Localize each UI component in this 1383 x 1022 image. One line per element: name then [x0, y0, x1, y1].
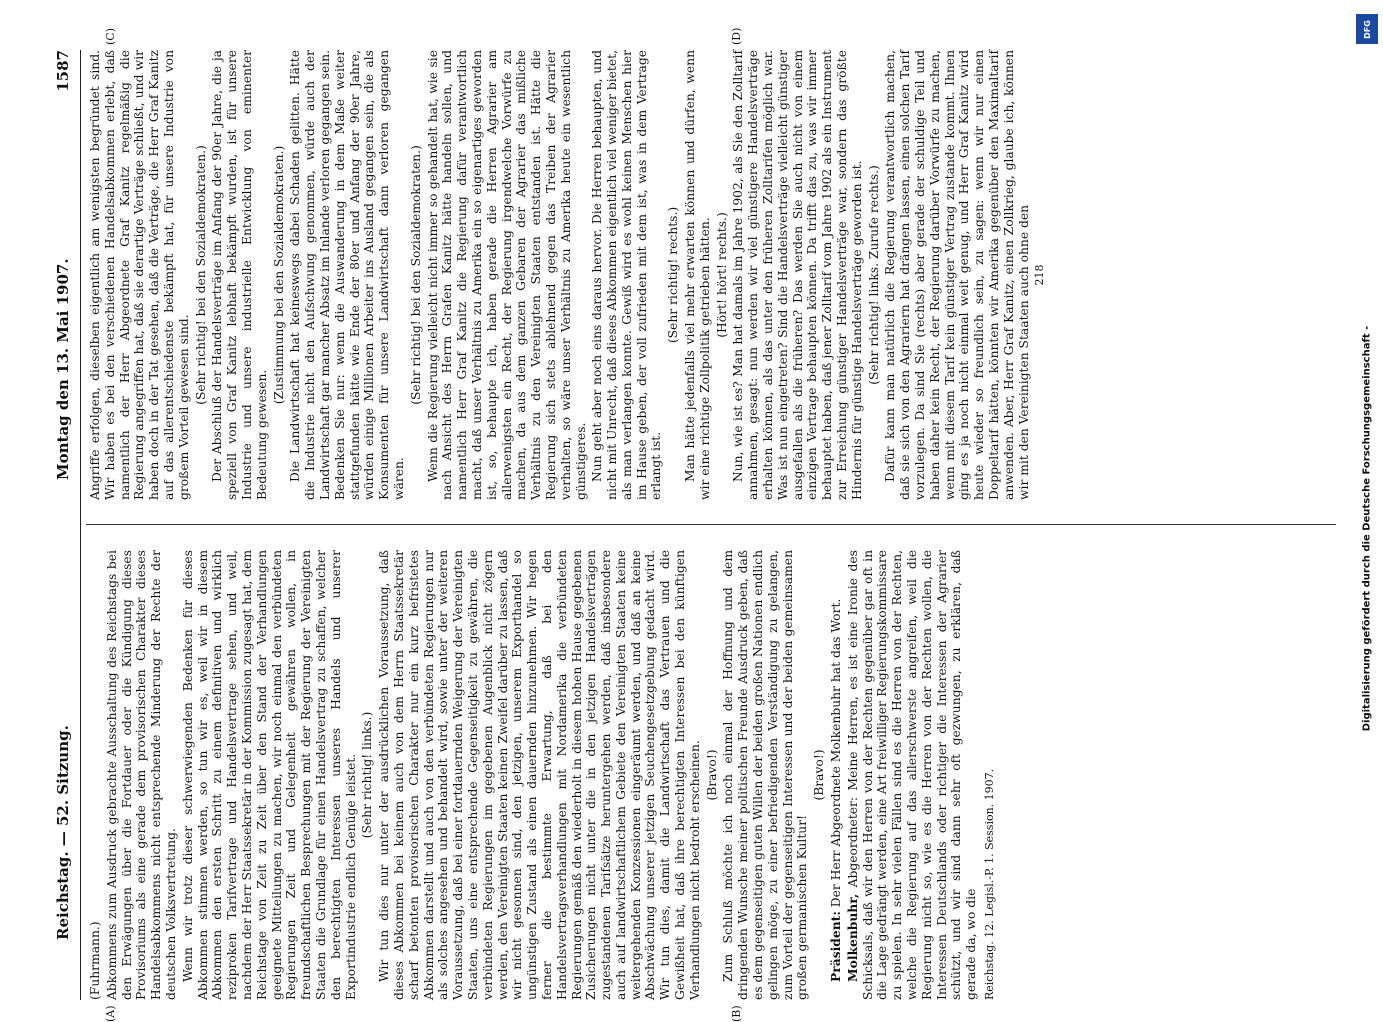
margin-marker-c: (C): [104, 28, 117, 45]
margin-marker-b: (B): [730, 1005, 743, 1022]
right-paragraph-6: Man hätte jedenfalls viel mehr erwarten können und dürfen, wenn wir eine richtige Zollpolitik getrieben hätten.: [683, 50, 712, 500]
digitization-sidebar: [1352, 8, 1383, 998]
sidebar-credit-text: Digitalisierung gefördert durch die Deutsche Forschungsgemeinschaft -: [1361, 325, 1373, 732]
interjection: (Sehr richtig! rechts.): [666, 206, 681, 344]
right-paragraph-3: Die Landwirtschaft hat keineswegs dabei Schaden gelitten. Hätte die Industrie nicht den Aufschwung genommen, würde auch der Landwirtschaft gar mancher Absatz im Inlande verloren gegangen sein. Bedenken Sie nur: wenn die Auswanderung in dem Maße weiter stattgefunden hätte wie Ende der 80er und Anfang der 90er Jahre, würden einige Millionen Arbeiter ins Ausland gegangen sein, die als Konsumenten für unsere Landwirtschaft dann verloren gegangen wären.: [288, 50, 406, 500]
interjection: (Zustimmung bei den Sozialdemokraten.): [271, 145, 286, 405]
left-column: [88, 550, 1338, 1000]
header-rule: [80, 50, 81, 1000]
interjection: (Sehr richtig! bei den Sozialdemokraten.): [193, 145, 208, 405]
right-paragraph-5: Nun geht aber noch eins daraus hervor. Die Herren behaupten, und nicht mit Unrecht, daß dieses Abkommen eigentlich viel weniger bietet, als man verlangen konnte. Gewiß wird es wohl keinen Menschen hier im Hause geben, der voll zufrieden mit dem ist, was in dem Vertrage erlangt ist.: [590, 50, 664, 500]
column-divider: [86, 524, 1336, 525]
interjection: (Sehr richtig! links.): [360, 711, 375, 839]
president-statement: [829, 550, 844, 1000]
left-paragraph-1: Abkommens zum Ausdruck gebrachte Ausschaltung des Reichstags bei den Erwägungen über die Fortdauer oder die Kündigung dieses Provisoriums als eine gerade dem provisorischen Charakter dieses Handelsabkommens nicht entsprechende Minderung der Rechte der deutschen Volksvertretung.: [104, 550, 178, 1000]
margin-marker-d: (D): [730, 27, 743, 45]
left-paragraph-3: Wir tun dies nur unter der ausdrücklichen Voraussetzung, daß dieses Abkommen bei keinem auch von dem Herrn Staatssekretär scharf betonten provisorischen Charakter nur ein kurz befristetes Abkommen darstellt und auch von den verbündeten Regierungen nur als solches angesehen und behandelt wird, sowie unter der weiteren Voraussetzung, daß bei einer fortdauernden Weigerung der Vereinigten Staaten, uns eine entsprechende Gegenseitigkeit zu gewähren, die verbündeten Regierungen im gegebenen Augenblick nicht zögern werden, den Vereinigten Staaten keinen Zweifel darüber zu lassen, daß wir nicht gesonnen sind, den jetzigen, unserem Exporthandel so ungünstigen Zustand als einen dauernden hinzunehmen. Wir hegen ferner die bestimmte Erwartung, daß bei den Handelsvertragsverhandlungen mit Nordamerika die verbündeten Regierungen gemäß den wiederholt in diesem hohen Hause gegebenen Zusicherungen nicht unter die in den jetzigen Handelsverträgen zugestandenen Tarifsätze heruntergehen werden, daß insbesondere auch auf landwirtschaftlichem Gebiete den Vereinigten Staaten keine weitergehenden Konzessionen eingeräumt werden, und daß an keine Abschwächung unserer jetzigen Seuchengesetzgebung gedacht wird. Wir tun dies, damit die Landwirtschaft das Vertrauen und die Gewißheit hat, daß ihre berechtigten Interessen bei den künftigen Verhandlungen nicht bedroht erscheinen.: [377, 550, 702, 1000]
interjection: (Bravo!): [704, 749, 719, 801]
interjection: (Hört! hört! rechts.): [714, 212, 729, 338]
right-column: [88, 50, 1338, 500]
right-paragraph-1: Angriffe erfolgen, dieselben eigentlich am wenigsten begründet sind. Wir haben es bei den verschiedenen Handelsabkommen erlebt, daß namentlich der Herr Abgeordnete Graf Kanitz regelmäßig die Regierung angegriffen hat, daß sie derartige Verträge schließt, und wir haben doch in der Tat gesehen, daß die Verträge, die Herr Graf Kanitz auf das allerentschiedenste bekämpft hat, für unsere Industrie von großem Vorteil gewesen sind.: [88, 50, 191, 500]
sidebar-credit: [1352, 48, 1382, 998]
left-paragraph-4: Zum Schluß möchte ich noch einmal der Hoffnung und dem dringenden Wunsche meiner politischen Freunde Ausdruck geben, daß es dem gegenseitigen guten Willen der beiden großen Nationen endlich gelingen möge, zu einer befriedigenden Verständigung zu gelangen, zum Vorteil der gegenseitigen Interessen und der beiden gemeinsamen großen germanischen Kultur!: [721, 550, 810, 1000]
page-number: 1587: [54, 50, 72, 92]
speech-start: [846, 550, 979, 1000]
interjection: (Bravo!): [812, 749, 827, 801]
margin-marker-a: (A): [104, 1005, 117, 1022]
interjection: (Sehr richtig! links. Zurufe rechts.): [866, 165, 881, 385]
page-header: [40, 50, 80, 1000]
header-date: Montag den 13. Mai 1907.: [54, 258, 72, 480]
dfg-logo-text: DFG: [1362, 19, 1372, 39]
dfg-logo: [1356, 14, 1378, 44]
rotated-page-content: [40, 27, 1340, 1022]
right-paragraph-4: Wenn die Regierung vielleicht nicht immer so gehandelt hat, wie sie nach Ansicht des Herrn Grafen Kanitz hätte handeln sollen, und namentlich Herr Graf Kanitz die Regierung dafür verantwortlich macht, daß unser Verhältnis zu Amerika ein so eigenartiges geworden ist, so, behaupte ich, haben gerade die Herren Agrarier am allerwenigsten ein Recht, der Regierung irgendwelche Vorwürfe zu machen, da aus dem ganzen Gebaren der Agrarier das mißliche Verhältnis zu den Vereinigten Staaten entstanden ist. Hätte die Regierung sich stets ablehnend gegen das Treiben der Agrarier verhalten, so wäre unser Verhältnis zu Amerika heute ein wesentlich günstigeres.: [425, 50, 588, 500]
right-paragraph-8: Dafür kann man natürlich die Regierung verantwortlich machen, daß sie sich von den Agrariern hat drängen lassen, einen solchen Tarif vorzulegen. Da sind Sie (rechts) aber gerade der schuldige Teil und haben daher kein Recht, der Regierung darüber Vorwürfe zu machen, wenn mit diesem Tarif kein günstiger Vertrag zustande kommt. Ihnen ging es ja noch nicht einmal weit genug, und Herr Graf Kanitz wird heute wieder so freundlich sein, zu sagen: wenn wir nur einen Doppeltarif hätten, könnten wir Amerika gegenüber den Maximaltarif anwenden. Aber, Herr Graf Kanitz, einen Zollkrieg, glaube ich, können wir mit den Vereinigten Staaten auch ohne den: [883, 50, 1031, 500]
speaker-label: Präsident:: [828, 911, 844, 982]
president-text: Der Herr Abgeordnete Molkenbuhr hat das Wort.: [829, 598, 844, 908]
right-paragraph-2: Der Abschluß der Handelsverträge im Anfang der 90er Jahre, die ja speziell von Graf Kanitz lebhaft bekämpft wurden, ist für unsere Industrie und unsere industrielle Entwicklung von eminenter Bedeutung gewesen.: [210, 50, 269, 500]
interjection: (Sehr richtig! bei den Sozialdemokraten.): [408, 145, 423, 405]
signature-number: 218: [1033, 264, 1047, 286]
right-paragraph-7: Nun, wie ist es? Man hat damals im Jahre 1902, als Sie den Zolltarif annahmen, gesagt: nun werden wir viel günstigere Handelsverträge erhalten können, als das unter den früheren Zolltarifen möglich war. Was ist nun eingetreten? Sind die Handelsverträge vielleicht günstiger ausgefallen als die früheren? Das werden Sie auch nicht von einem einzigen Vertrage behaupten können. Da trifft das zu, was wir immer behauptet haben, daß jener Zolltarif vom Jahre 1902 als ein Instrument zur Erreichung günstiger Handelsverträge war, sondern das größte Hindernis für günstige Handelsverträge geworden ist.: [731, 50, 864, 500]
footer-note: Reichstag. 12. Legisl.-P. 1. Session. 1907.: [983, 768, 997, 1000]
header-left: Reichstag. — 52. Sitzung.: [54, 725, 72, 940]
speaker-continuation: (Fuhrmann.): [88, 921, 102, 1000]
speaker-label: Molkenbuhr,: [844, 893, 860, 982]
speech-text: Abgeordneter: Meine Herren, es ist eine Ironie des Schicksals, daß wir den Herren von der Rechten gegenüber gar oft in die Lage gedrängt werden, eine Art freiwilliger Regierungskommissare zu spielen. In sehr vielen Fällen sind es die Herren von der Rechten, welche die Regierung auf das allerschwerste angreifen, weil die Regierung nicht so, wie es die Herren von der Rechten wollen, die Interessen Deutschlands oder richtiger die Interessen der Agrarier schützt, und wir sind dann sehr oft gezwungen, zu erklären, daß gerade da, wo die: [845, 550, 979, 1000]
left-paragraph-2: Wenn wir trotz dieser schwerwiegenden Bedenken für dieses Abkommen stimmen werden, so tun wir es, weil wir in diesem Abkommen den ersten Schritt zu einem definitiven und wirklich reziproken Tarifvertrage und Handelsvertrage sehen, und weil, nachdem der Herr Staatssekretär in der Kommission zugesagt hat, dem Reichstage von Zeit zu Zeit über den Stand der Verhandlungen geeignete Mitteilungen zu machen, wir noch einmal den verbündeten Regierungen Zeit und Gelegenheit gewähren wollen, in freundschaftlichen Besprechungen mit der Regierung der Vereinigten Staaten die Grundlage für einen Handelsvertrag zu schaffen, welcher den berechtigten Interessen unseres Handels und unserer Exportindustrie endlich Genüge leistet.: [180, 550, 358, 1000]
